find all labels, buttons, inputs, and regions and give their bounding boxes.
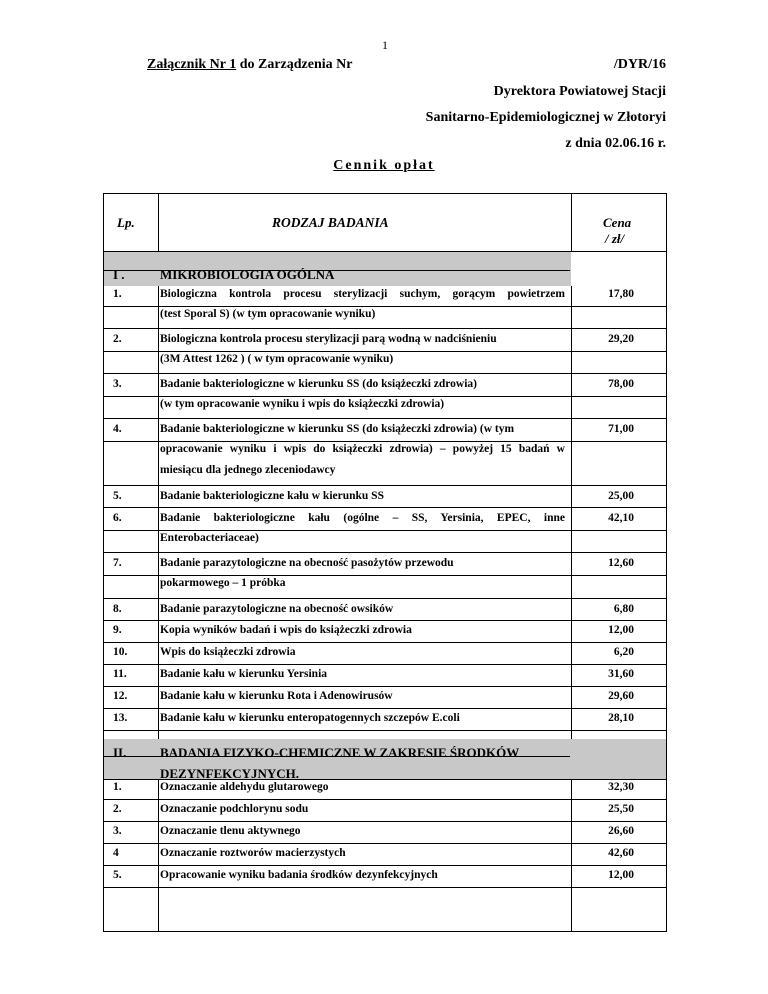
row-description: Badanie kału w kierunku Yersinia [160,668,328,680]
row-price: 31,60 [608,668,634,680]
section-label: MIKROBIOLOGIA OGÓLNA [160,267,335,282]
order-number: /DYR/16 [613,57,666,72]
section-underline [104,270,570,271]
issuer-line-2: Sanitarno-Epidemiologicznej w Złotoryi [425,110,666,125]
row-description: Oznaczanie aldehydu glutarowego [160,781,329,793]
row-price: 42,10 [608,512,634,524]
row-number: 3. [113,378,122,390]
row-price: 12,00 [608,624,634,636]
column-header-type: RODZAJ BADANIA [272,215,389,230]
row-description: Badanie bakteriologiczne kału (ogólne – SS, Yersinia, EPEC, inne [160,512,565,524]
row-price: 25,00 [608,490,634,502]
page-title: Cennik opłat [333,158,435,173]
row-description: Enterobacteriaceae) [160,532,259,544]
row-description: miesiącu dla jednego zleceniodawcy [160,464,336,476]
section-number: I . [113,267,125,282]
row-price: 32,30 [608,781,634,793]
row-description: Biologiczna kontrola procesu sterylizacji parą wodną w nadciśnieniu [160,333,497,345]
row-number: 4. [113,423,122,435]
row-number: 4 [113,847,119,859]
row-description: Badanie parazytologiczne na obecność owsików [160,603,394,615]
section-number: II. [113,745,127,760]
column-header-price: Cena [603,215,632,230]
row-description: Badanie kału w kierunku Rota i Adenowirusów [160,690,393,702]
row-description: Badanie parazytologiczne na obecność pasożytów przewodu [160,557,454,569]
row-number: 13. [113,712,128,724]
row-price: 12,00 [608,869,634,881]
row-description: (3M Attest 1262 ) ( w tym opracowanie wyniku) [160,353,394,365]
page-number: 1 [382,38,388,52]
row-price: 28,10 [608,712,634,724]
column-header-price-unit: / zł/ [605,231,625,246]
row-number: 1. [113,781,122,793]
row-number: 10. [113,646,128,658]
row-price: 29,60 [608,690,634,702]
row-number: 12. [113,690,128,702]
row-price: 71,00 [608,423,634,435]
row-price: 17,80 [608,288,634,300]
row-number: 11. [113,668,127,680]
row-number: 8. [113,603,122,615]
section-price-blank [571,252,666,286]
row-number: 2. [113,333,122,345]
row-description: Badanie bakteriologiczne w kierunku SS (do książeczki zdrowia) (w tym [160,423,515,435]
section-header-disinfectants [104,739,666,779]
row-description: pokarmowego – 1 próbka [160,577,286,589]
row-price: 78,00 [608,378,634,390]
row-price: 26,60 [608,825,634,837]
row-number: 3. [113,825,122,837]
row-price: 42,60 [608,847,634,859]
row-number: 9. [113,624,122,636]
issuer-line-1: Dyrektora Powiatowej Stacji [493,84,666,99]
annex-order-ref: do Zarządzenia Nr [236,57,353,72]
row-description: (w tym opracowanie wyniku i wpis do książeczki zdrowia) [160,398,445,410]
section2-divider [104,756,570,757]
row-description: Biologiczna kontrola procesu sterylizacji suchym, gorącym powietrzem [160,288,565,300]
row-number: 5. [113,869,122,881]
row-price: 12,60 [608,557,634,569]
section-label-line-1: BADANIA FIZYKO-CHEMICZNE W ZAKRESIE ŚRODKÓW [160,745,520,760]
row-price: 6,80 [613,603,634,615]
section-label-line-2: DEZYNFEKCYJNYCH. [160,766,300,781]
price-table [103,193,667,932]
row-number: 2. [113,803,122,815]
row-description: (test Sporal S) (w tym opracowanie wyniku) [160,308,376,320]
row-price: 29,20 [608,333,634,345]
row-description: Opracowanie wyniku badania środków dezynfekcyjnych [160,869,438,881]
row-number: 6. [113,512,122,524]
row-description: opracowanie wyniku i wpis do książeczki zdrowia) – powyżej 15 badań w [160,443,565,455]
order-date: z dnia 02.06.16 r. [565,136,666,151]
row-number: 7. [113,557,122,569]
annex-heading [147,57,352,73]
row-description: Kopia wyników badań i wpis do książeczki zdrowia [160,624,412,636]
row-description: Oznaczanie roztworów macierzystych [160,847,346,859]
row-number: 5. [113,490,122,502]
row-description: Oznaczanie podchlorynu sodu [160,803,309,815]
row-price: 6,20 [613,646,634,658]
column-header-lp: Lp. [117,215,135,230]
row-description: Badanie bakteriologiczne kału w kierunku SS [160,490,384,502]
row-description: Badanie bakteriologiczne w kierunku SS (do książeczki zdrowia) [160,378,478,390]
row-price: 25,50 [608,803,634,815]
row-number: 1. [113,288,122,300]
row-description: Oznaczanie tlenu aktywnego [160,825,301,837]
row-description: Wpis do książeczki zdrowia [160,646,296,658]
annex-number: Załącznik Nr 1 [147,57,237,72]
row-description: Badanie kału w kierunku enteropatogennych szczepów E.coli [160,712,460,724]
